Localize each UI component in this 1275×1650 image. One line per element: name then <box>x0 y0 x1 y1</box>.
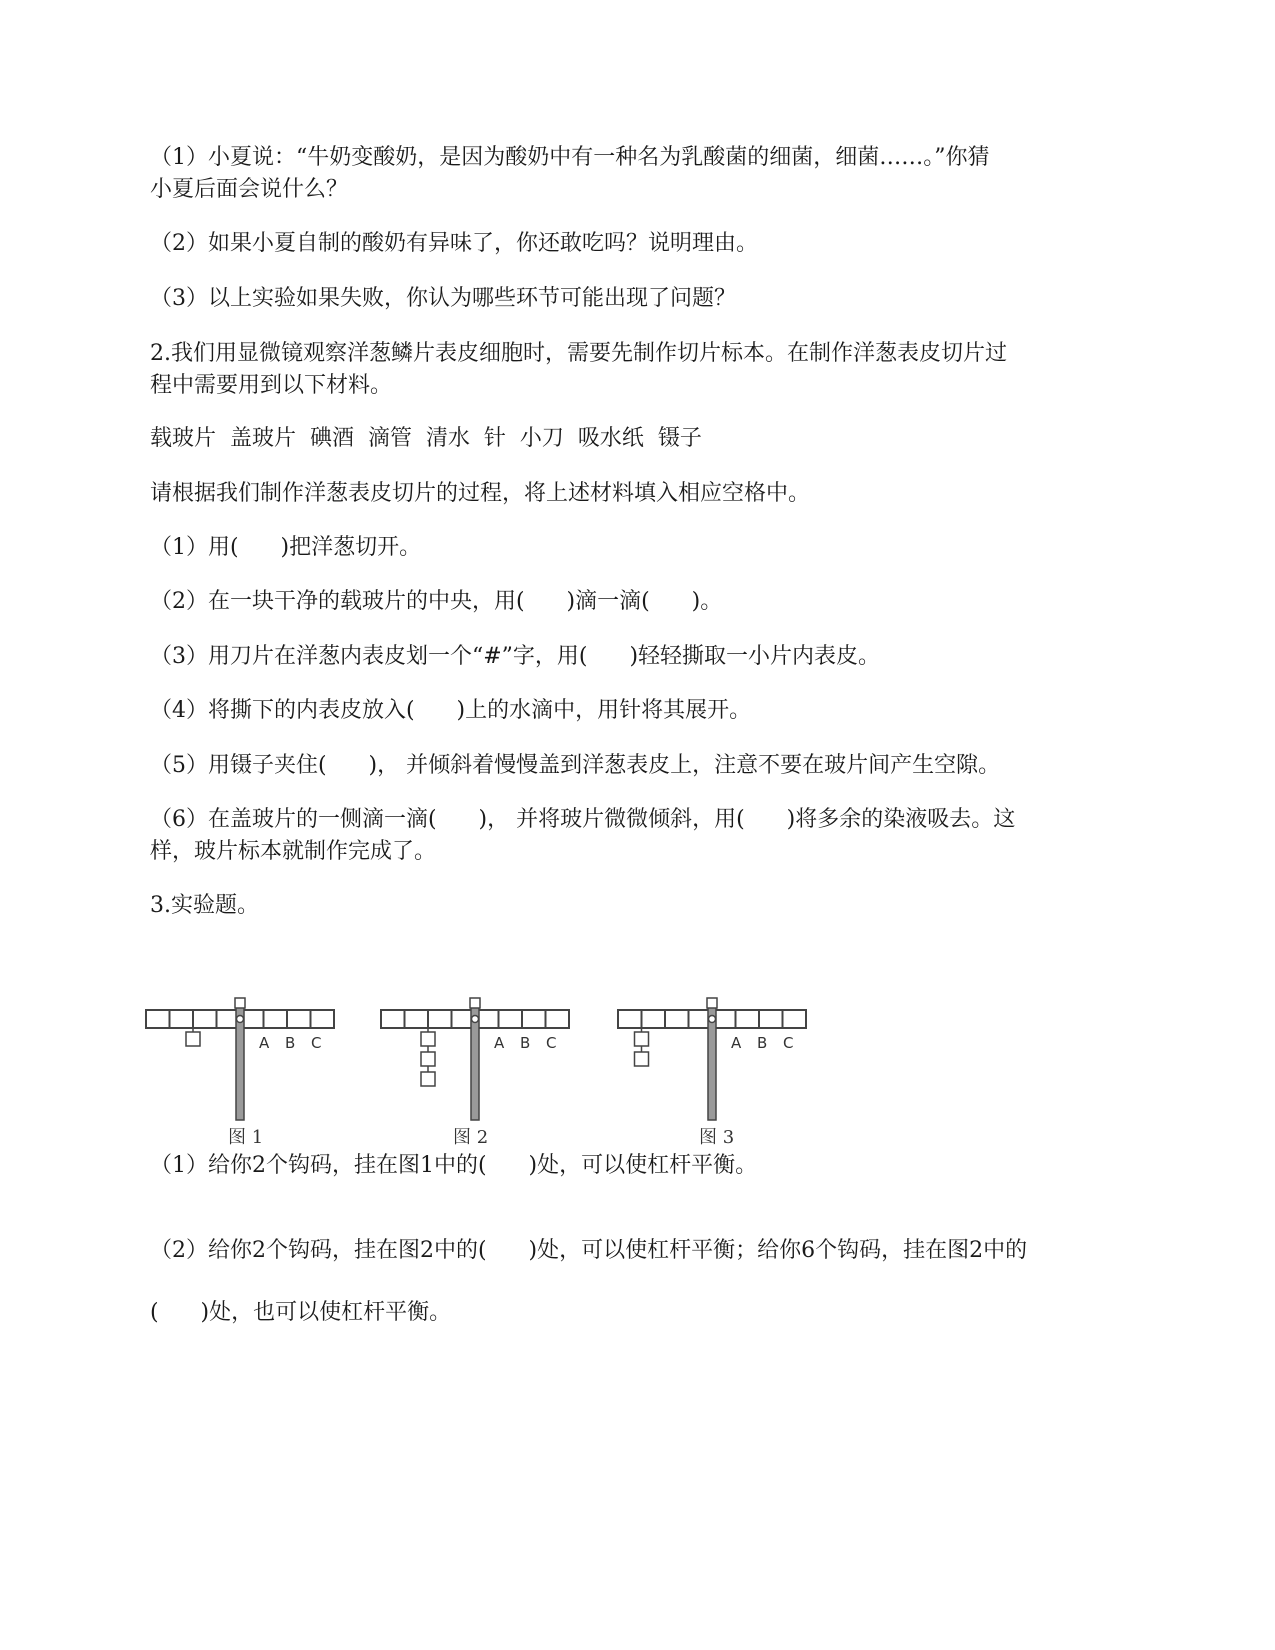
q2-materials-list: 载玻片 盖玻片 碘酒 滴管 清水 针 小刀 吸水纸 镊子 <box>150 426 702 451</box>
pivot-point <box>237 1016 244 1023</box>
label-a: A <box>259 1034 270 1052</box>
q3-sub1-text: （1）给你2个钩码，挂在图1中的( )处，可以使杠杆平衡。 <box>150 1153 758 1178</box>
q1-sub3-text: （3）以上实验如果失败，你认为哪些环节可能出现了问题？ <box>150 286 736 311</box>
label-c: C <box>546 1034 557 1052</box>
label-a: A <box>731 1034 742 1052</box>
weight-block <box>421 1052 435 1066</box>
label-c: C <box>783 1034 794 1052</box>
lever-figures-svg <box>145 990 865 1150</box>
label-c: C <box>311 1034 322 1052</box>
label-a: A <box>494 1034 505 1052</box>
q1-sub1-continuation: 小夏后面会说什么？ <box>150 177 349 202</box>
pivot-point <box>709 1016 716 1023</box>
figure-3-caption: 图 3 <box>699 1127 735 1148</box>
label-b: B <box>285 1034 296 1052</box>
q2-stem-continuation: 程中需要用到以下材料。 <box>150 373 393 398</box>
lever-figure-3 <box>618 998 806 1148</box>
q2-instruction: 请根据我们制作洋葱表皮切片的过程，将上述材料填入相应空格中。 <box>150 481 811 506</box>
label-b: B <box>757 1034 768 1052</box>
weight-block <box>421 1032 435 1046</box>
q2-step-5: （5）用镊子夹住( )， 并倾斜着慢慢盖到洋葱表皮上，注意不要在玻片间产生空隙。 <box>150 753 1001 778</box>
q2-step-6-continuation: 样，玻片标本就制作完成了。 <box>150 839 437 864</box>
pivot-cap <box>470 998 480 1008</box>
q2-step-3: （3）用刀片在洋葱内表皮划一个“#”字，用( )轻轻撕取一小片内表皮。 <box>150 644 881 669</box>
q2-step-1: （1）用( )把洋葱切开。 <box>150 535 422 560</box>
pivot-point <box>472 1016 479 1023</box>
q1-sub1-text: （1）小夏说：“牛奶变酸奶，是因为酸奶中有一种名为乳酸菌的细菌，细菌……。”你猜 <box>150 145 990 170</box>
lever-figure-1 <box>146 998 334 1148</box>
label-b: B <box>520 1034 531 1052</box>
q2-step-2: （2）在一块干净的载玻片的中央，用( )滴一滴( )。 <box>150 589 723 614</box>
q2-stem: 2.我们用显微镜观察洋葱鳞片表皮细胞时，需要先制作切片标本。在制作洋葱表皮切片过 <box>150 341 1007 366</box>
lever-figure-2 <box>381 998 569 1148</box>
weight-block <box>635 1052 649 1066</box>
weight-block <box>421 1072 435 1086</box>
q2-step-4: （4）将撕下的内表皮放入( )上的水滴中，用针将其展开。 <box>150 698 752 723</box>
q3-sub2-text: （2）给你2个钩码，挂在图2中的( )处，可以使杠杆平衡；给你6个钩码，挂在图2中的 <box>150 1238 1028 1263</box>
lever-figures <box>145 990 865 1150</box>
figure-2-caption: 图 2 <box>453 1127 489 1148</box>
q3-stem: 3.实验题。 <box>150 893 259 918</box>
weight-block <box>635 1032 649 1046</box>
q1-sub2-text: （2）如果小夏自制的酸奶有异味了，你还敢吃吗？说明理由。 <box>150 231 758 256</box>
weight-block <box>186 1032 200 1046</box>
q3-sub2-continuation: ( )处，也可以使杠杆平衡。 <box>150 1300 452 1325</box>
pivot-cap <box>235 998 245 1008</box>
q2-step-6: （6）在盖玻片的一侧滴一滴( )， 并将玻片微微倾斜，用( )将多余的染液吸去。这 <box>150 807 1016 832</box>
pivot-cap <box>707 998 717 1008</box>
figure-1-caption: 图 1 <box>228 1127 264 1148</box>
